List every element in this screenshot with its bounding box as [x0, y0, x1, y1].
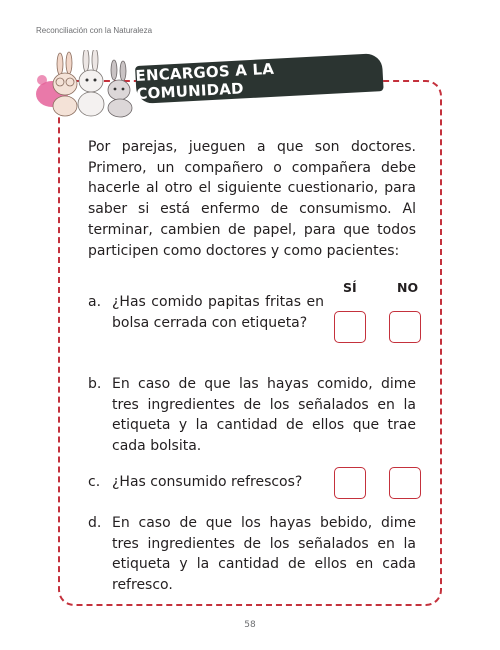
- running-head: Reconciliación con la Naturaleza: [36, 26, 153, 35]
- yes-column-header: SÍ: [343, 280, 357, 295]
- question-b: [88, 374, 416, 464]
- question-letter: c.: [88, 474, 101, 490]
- question-text: En caso de que las hayas comido, dime tres ingredientes de los señalados en la etiqueta y la cantidad de ellos que trae cada bolsita.: [112, 376, 416, 455]
- question-a-yes-checkbox[interactable]: [334, 311, 366, 343]
- instructions-text: Por parejas, jueguen a que son doctores. Primero, un compañero o compañera debe hacerle al otro el siguiente cuestionario, para saber si está enfermo de consumismo. Al terminar, cambien de papel, para que todos participen como doctores y como pacientes:: [88, 139, 416, 259]
- question-c-yes-checkbox[interactable]: [334, 467, 366, 499]
- question-c: [88, 472, 338, 496]
- page-title: ENCARGOS A LA COMUNIDAD: [135, 59, 275, 103]
- question-text: ¿Has comido papitas fritas en bolsa cerrada con etiqueta?: [112, 294, 324, 331]
- question-a: [88, 292, 324, 372]
- question-letter: a.: [88, 294, 102, 310]
- question-letter: b.: [88, 376, 102, 392]
- question-a-no-checkbox[interactable]: [389, 311, 421, 343]
- question-letter: d.: [88, 515, 102, 531]
- question-text: En caso de que los hayas bebido, dime tres ingredientes de los señalados en la etiqueta y la cantidad de ellos en cada refresco.: [112, 515, 416, 594]
- question-d: [88, 513, 416, 603]
- no-column-header: NO: [397, 280, 419, 295]
- question-text: ¿Has consumido refrescos?: [112, 474, 303, 490]
- mascot-illustration: [34, 50, 144, 118]
- page-number: 58: [244, 620, 256, 630]
- question-c-no-checkbox[interactable]: [389, 467, 421, 499]
